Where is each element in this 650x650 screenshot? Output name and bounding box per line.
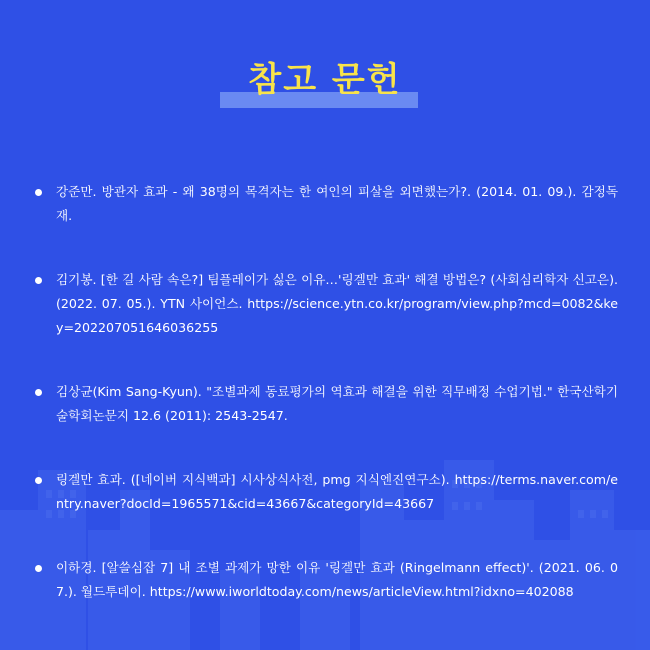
- reference-item: [34, 268, 618, 340]
- reference-text: 링겔만 효과. ([네이버 지식백과] 시사상식사전, pmg 지식엔진연구소). https://terms.naver.com/entry.naver?docId=1965571&cid=43667&categoryId=43667: [56, 472, 618, 511]
- reference-item: [34, 468, 618, 516]
- title-area: [0, 48, 650, 118]
- page-title: 참고 문헌: [248, 60, 402, 100]
- reference-text: 김상균(Kim Sang-Kyun). "조별과제 동료평가의 역효과 해결을 위한 직무배정 수업기법." 한국산학기술학회논문지 12.6 (2011): 2543-2547.: [56, 384, 618, 423]
- reference-item: [34, 380, 618, 428]
- reference-item: [34, 180, 618, 228]
- reference-text: 김기봉. [한 길 사람 속은?] 팀플레이가 싫은 이유…'링겔만 효과' 해결 방법은? (사회심리학자 신고은). (2022. 07. 05.). YTN 사이언스. https://science.ytn.co.kr/program/view.php?mcd=0082&key=202207051646036255: [56, 272, 618, 335]
- reference-text: 이하경. [알쓸심잡 7] 내 조별 과제가 망한 이유 '링겔만 효과 (Ringelmann effect)'. (2021. 06. 07.). 월드투데이. https://www.iworldtoday.com/news/articleView.html?idxno=402088: [56, 560, 618, 599]
- reference-list: [34, 180, 618, 644]
- reference-text: 강준만. 방관자 효과 - 왜 38명의 목격자는 한 여인의 피살을 외면했는가?. (2014. 01. 09.). 감정독재.: [56, 184, 618, 223]
- reference-item: [34, 556, 618, 604]
